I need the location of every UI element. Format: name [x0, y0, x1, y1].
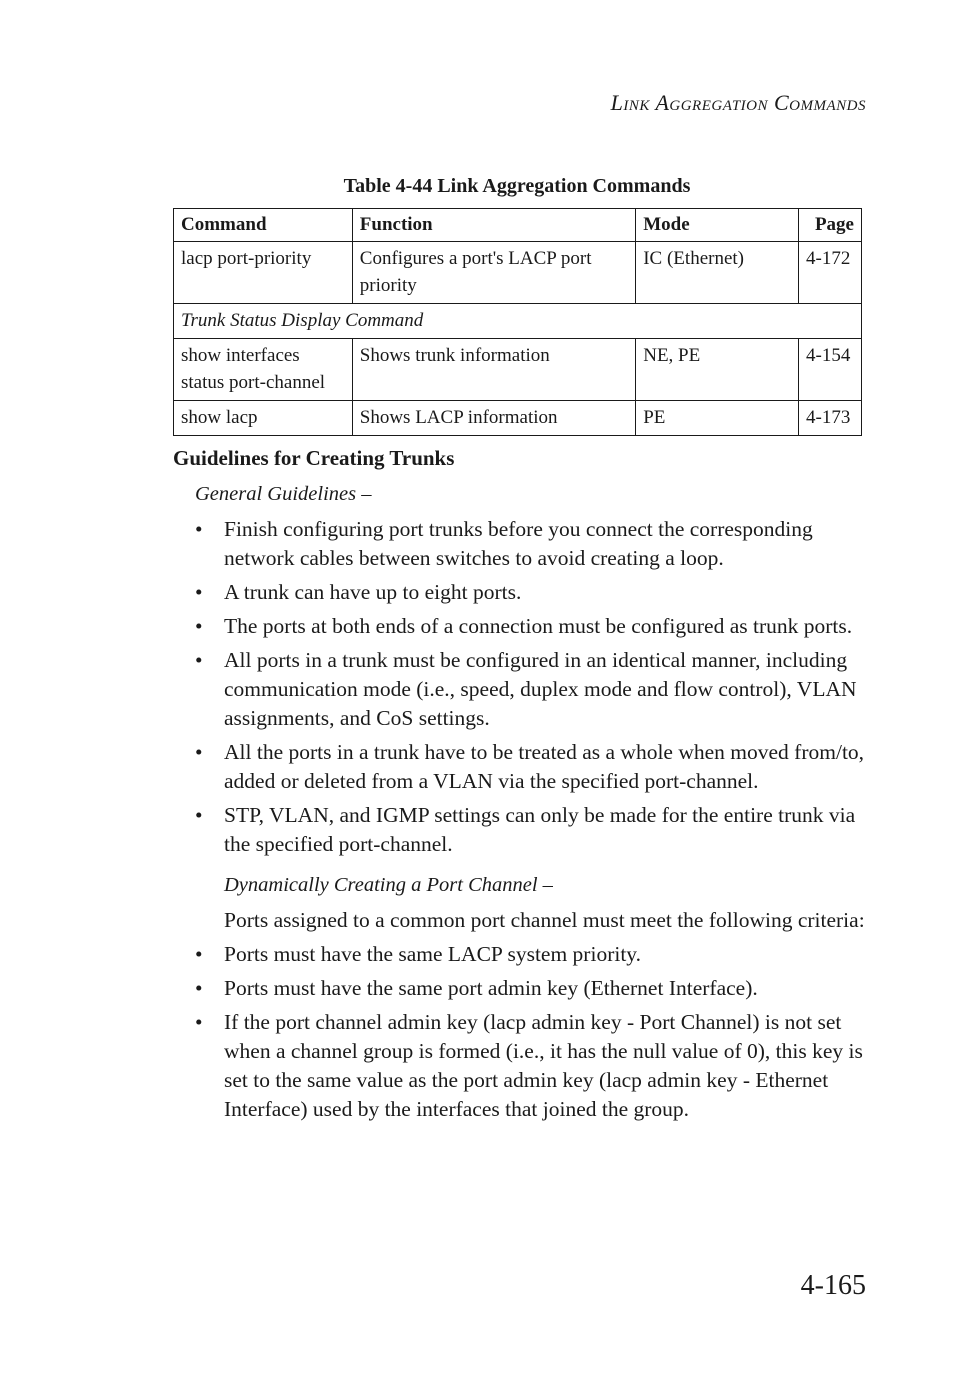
list-item: • Ports must have the same LACP system priority.	[195, 940, 875, 969]
list-item: • All the ports in a trunk have to be treated as a whole when moved from/to, added or deleted from a VLAN via the specified port-channel.	[195, 738, 875, 796]
section-heading: Guidelines for Creating Trunks	[173, 446, 455, 470]
link-aggregation-commands-table	[173, 208, 862, 436]
column-header-mode: Mode	[636, 209, 799, 242]
cell-mode: PE	[636, 401, 799, 436]
cell-command: show lacp	[174, 401, 353, 436]
page-number: 4-165	[800, 1270, 866, 1301]
section-label: Trunk Status Display Command	[174, 304, 862, 339]
column-header-command: Command	[174, 209, 353, 242]
cell-mode: NE, PE	[636, 339, 799, 401]
cell-command: show interfaces status port-channel	[174, 339, 353, 401]
cell-function: Shows trunk information	[352, 339, 635, 401]
cell-command: lacp port-priority	[174, 242, 353, 304]
table-header-row	[174, 209, 862, 242]
table-row	[174, 401, 862, 436]
list-item: • STP, VLAN, and IGMP settings can only be made for the entire trunk via the specified port-channel.	[195, 801, 875, 859]
cell-function: Configures a port's LACP port priority	[352, 242, 635, 304]
list-item: • A trunk can have up to eight ports.	[195, 578, 875, 607]
general-guidelines-list	[195, 515, 875, 859]
dynamic-criteria-list	[195, 940, 875, 1124]
list-item: • All ports in a trunk must be configured in an identical manner, including communication mode (i.e., speed, duplex mode and flow control), VLAN assignments, and CoS settings.	[195, 646, 875, 733]
guidelines-body	[195, 480, 875, 1129]
list-item: • Finish configuring port trunks before you connect the corresponding network cables between switches to avoid creating a loop.	[195, 515, 875, 573]
table-row	[174, 242, 862, 304]
table-section-row	[174, 304, 862, 339]
column-header-function: Function	[352, 209, 635, 242]
cell-page: 4-172	[799, 242, 862, 304]
cell-mode: IC (Ethernet)	[636, 242, 799, 304]
running-header: Link Aggregation Commands	[610, 90, 866, 115]
dynamic-channel-intro: Ports assigned to a common port channel must meet the following criteria:	[224, 908, 865, 932]
table-row	[174, 339, 862, 401]
dynamic-channel-label: Dynamically Creating a Port Channel –	[224, 874, 553, 896]
list-item: • If the port channel admin key (lacp admin key - Port Channel) is not set when a channel group is formed (i.e., it has the null value of 0), this key is set to the same value as the port admin key (lacp admin key - Ethernet Interface) used by the interfaces that joined the group.	[195, 1008, 875, 1124]
cell-page: 4-154	[799, 339, 862, 401]
general-guidelines-label: General Guidelines –	[195, 483, 372, 505]
cell-function: Shows LACP information	[352, 401, 635, 436]
list-item: • Ports must have the same port admin key (Ethernet Interface).	[195, 974, 875, 1003]
table-caption: Table 4-44 Link Aggregation Commands	[343, 175, 691, 197]
cell-page: 4-173	[799, 401, 862, 436]
list-item: • The ports at both ends of a connection must be configured as trunk ports.	[195, 612, 875, 641]
column-header-page: Page	[799, 209, 862, 242]
